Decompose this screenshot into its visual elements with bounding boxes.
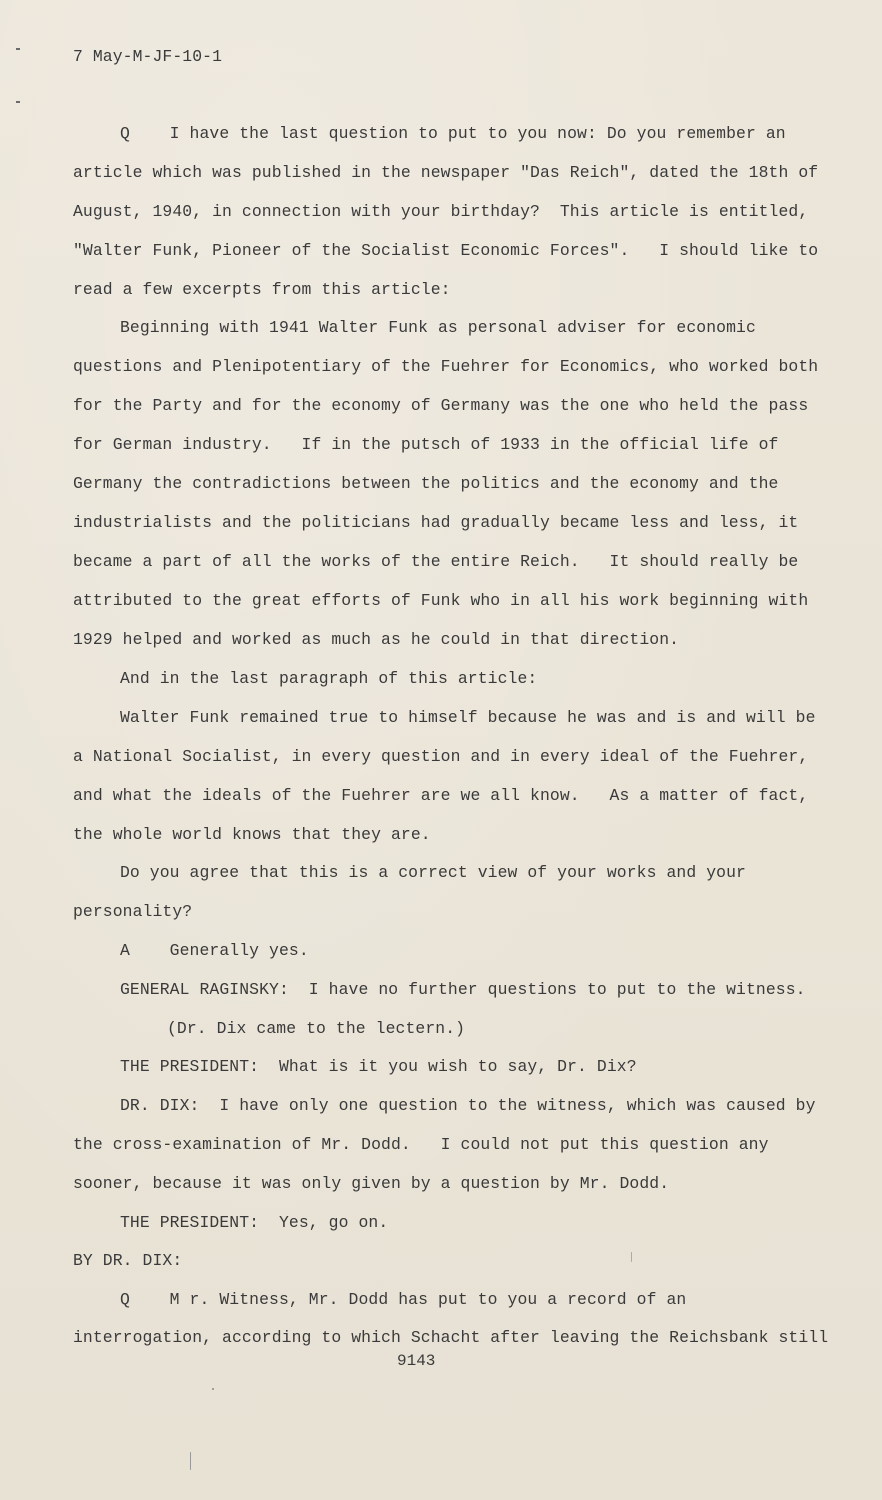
paper-speck: [212, 1388, 214, 1390]
text-line: and what the ideals of the Fuehrer are we all know. As a matter of fact,: [73, 786, 809, 805]
text-line: GENERAL RAGINSKY: I have no further questions to put to the witness.: [120, 980, 806, 999]
text-line: sooner, because it was only given by a question by Mr. Dodd.: [73, 1174, 670, 1193]
text-line: August, 1940, in connection with your birthday? This article is entitled,: [73, 202, 809, 221]
text-line: interrogation, according to which Schacht after leaving the Reichsbank still: [73, 1328, 829, 1347]
text-line: the whole world knows that they are.: [73, 825, 431, 844]
text-line: Beginning with 1941 Walter Funk as personal adviser for economic: [120, 318, 756, 337]
text-line: (Dr. Dix came to the lectern.): [167, 1019, 466, 1038]
text-line: article which was published in the newspaper "Das Reich", dated the 18th of: [73, 163, 819, 182]
text-line: industrialists and the politicians had gradually became less and less, it: [73, 513, 799, 532]
text-line: the cross-examination of Mr. Dodd. I could not put this question any: [73, 1135, 769, 1154]
text-line: became a part of all the works of the entire Reich. It should really be: [73, 552, 799, 571]
text-line: attributed to the great efforts of Funk who in all his work beginning with: [73, 591, 809, 610]
text-line: A Generally yes.: [120, 941, 309, 960]
text-line: Q I have the last question to put to you now: Do you remember an: [120, 124, 786, 143]
text-line: read a few excerpts from this article:: [73, 280, 451, 299]
text-line: 1929 helped and worked as much as he could in that direction.: [73, 630, 680, 649]
text-line: for German industry. If in the putsch of 1933 in the official life of: [73, 435, 779, 454]
text-line: Q M r. Witness, Mr. Dodd has put to you a record of an: [120, 1290, 687, 1309]
text-line: personality?: [73, 902, 193, 921]
text-line: DR. DIX: I have only one question to the witness, which was caused by: [120, 1096, 816, 1115]
text-line: Walter Funk remained true to himself because he was and is and will be: [120, 708, 816, 727]
text-line: Germany the contradictions between the politics and the economy and the: [73, 474, 779, 493]
paper-speck: [190, 1452, 191, 1470]
paper-speck: [631, 1252, 632, 1262]
text-line: "Walter Funk, Pioneer of the Socialist Economic Forces". I should like to: [73, 241, 819, 260]
text-line: for the Party and for the economy of Germany was the one who held the pass: [73, 396, 809, 415]
text-line: Do you agree that this is a correct view of your works and your: [120, 863, 746, 882]
text-line: And in the last paragraph of this article:: [120, 669, 538, 688]
margin-mark: [16, 101, 20, 103]
text-line: a National Socialist, in every question and in every ideal of the Fuehrer,: [73, 747, 809, 766]
text-line: questions and Plenipotentiary of the Fuehrer for Economics, who worked both: [73, 357, 819, 376]
text-line: BY DR. DIX:: [73, 1251, 183, 1270]
page-reference-code: 7 May-M-JF-10-1: [73, 47, 223, 66]
text-line: THE PRESIDENT: What is it you wish to say, Dr. Dix?: [120, 1057, 637, 1076]
page-number: 9143: [397, 1352, 436, 1370]
text-line: THE PRESIDENT: Yes, go on.: [120, 1213, 389, 1232]
margin-mark: [16, 48, 20, 50]
